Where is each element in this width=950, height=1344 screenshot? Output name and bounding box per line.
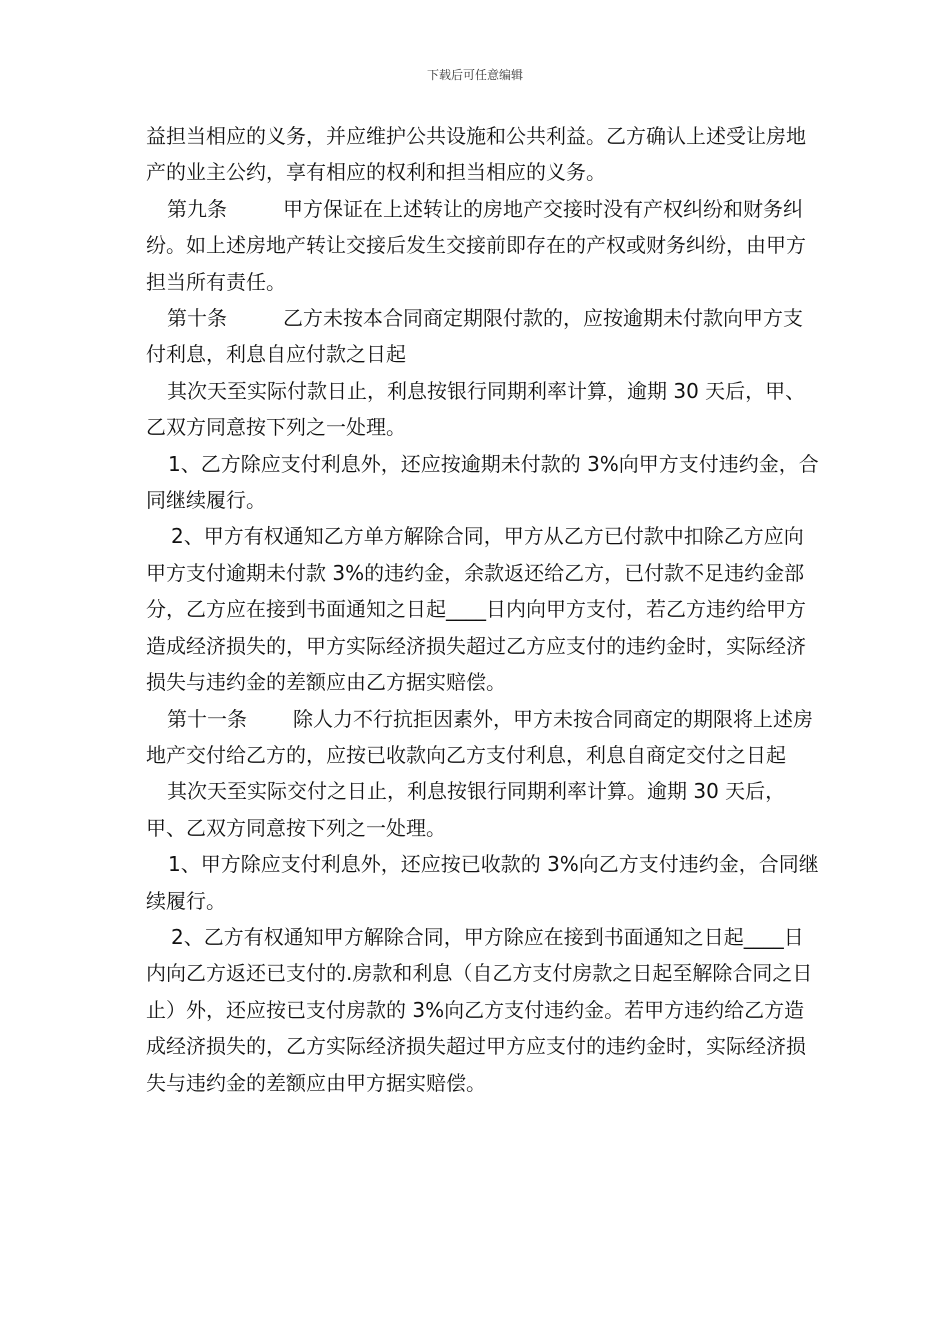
article-text: 除人力不行抗拒因素外，甲方未按合同商定的期限将上述房地产交付给乙方的，应按已收款向乙方支付利息，利息自商定交付之日起 [146,706,813,767]
list-item: 2、乙方有权通知甲方解除合同，甲方除应在接到书面通知之日起____日内向乙方返还已支付的.房款和利息（自乙方支付房款之日起至解除合同之日止）外，还应按已支付房款的 3%向乙方支付违约金。若甲方违约给乙方造成经济损失的，乙方实际经济损失超过甲方应支付的违约金时，实际经济损失与违约金的差额应由甲方据实赔偿。 [146,924,813,1095]
article-11 [146,701,822,774]
list-item: 2、甲方有权通知乙方单方解除合同，甲方从乙方已付款中扣除乙方应向甲方支付逾期未付款 3%的违约金，余款返还给乙方，已付款不足违约金部分，乙方应在接到书面通知之日起____日内向甲方支付，若乙方违约给甲方造成经济损失的，甲方实际经济损失超过乙方应支付的违约金时，实际经济损失与违约金的差额应由乙方据实赔偿。 [146,524,806,695]
article-10 [146,300,822,373]
paragraph-continuation: 益担当相应的义务，并应维护公共设施和公共利益。乙方确认上述受让房地产的业主公约，享有相应的权利和担当相应的义务。 [146,124,806,185]
article-text: 甲方保证在上述转让的房地产交接时没有产权纠纷和财务纠纷。如上述房地产转让交接后发生交接前即存在的产权或财务纠纷，由甲方担当所有责任。 [146,196,806,294]
document-body [146,118,822,1101]
list-item: 1、乙方除应支付利息外，还应按逾期未付款的 3%向甲方支付违约金，合同继续履行。 [146,451,819,513]
article-text: 乙方未按本合同商定期限付款的，应按逾期未付款向甲方支付利息，利息自应付款之日起 [146,306,803,367]
paragraph: 其次天至实际交付之日止，利息按银行同期利率计算。逾期 30 天后，甲、乙双方同意按下列之一处理。 [146,779,786,840]
article-9 [146,191,822,300]
page-header: 下载后可任意编辑 [426,68,523,82]
list-item: 1、甲方除应支付利息外，还应按已收款的 3%向乙方支付违约金，合同继续履行。 [146,852,819,913]
paragraph: 其次天至实际付款日止，利息按银行同期利率计算，逾期 30 天后，甲、乙双方同意按下列之一处理。 [146,378,806,440]
article-label: 第九条 [167,196,227,221]
article-label: 第十一条 [167,706,247,731]
article-label: 第十条 [167,306,227,331]
